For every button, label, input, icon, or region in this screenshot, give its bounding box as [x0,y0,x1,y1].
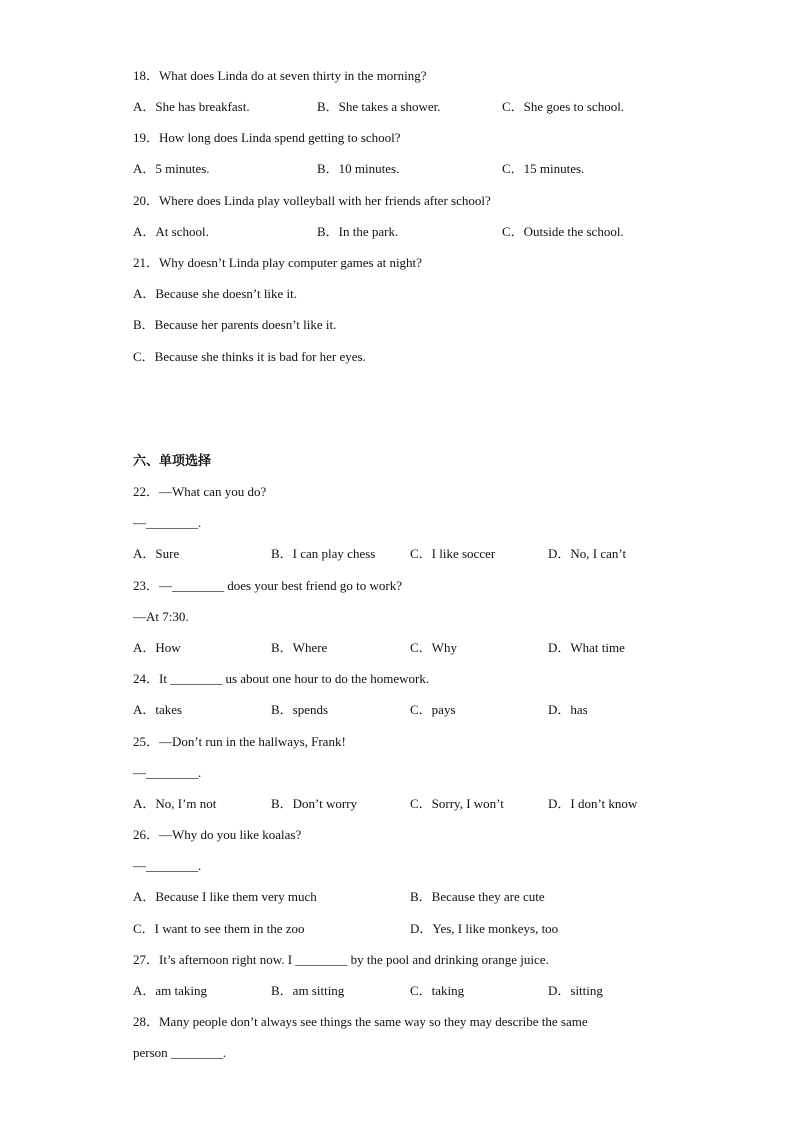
question-23-stem: 23．—________ does your best friend go to work? [133,578,402,593]
question-18-stem: 18．What does Linda do at seven thirty in the morning? [133,68,427,83]
question-18-option-c: C．She goes to school. [502,99,625,114]
question-21-option-c: C．Because she thinks it is bad for her eyes. [133,349,366,364]
question-21-option-a: A．Because she doesn’t like it. [133,286,298,301]
question-26-option-c: C．I want to see them in the zoo [133,921,305,936]
question-26-option-a: A．Because I like them very much [133,889,317,904]
question-24-option-a: A．takes [133,702,183,717]
question-22-option-c: C．I like soccer [410,546,496,561]
question-20-option-a: A．At school. [133,224,209,239]
question-25-option-d: D．I don’t know [548,796,638,811]
question-26-stem: 26．—Why do you like koalas? [133,827,302,842]
question-24-stem: 24．It ________ us about one hour to do the homework. [133,671,430,686]
question-19-option-a: A．5 minutes. [133,161,210,176]
question-27-option-c: C．taking [410,983,465,998]
question-22-reply: —________. [133,515,202,530]
section-heading: 六、单项选择 [133,454,212,469]
question-27-option-d: D．sitting [548,983,603,998]
question-18-option-b: B．She takes a shower. [317,99,441,114]
question-24-option-c: C．pays [410,702,456,717]
question-20-option-b: B．In the park. [317,224,399,239]
question-25-option-a: A．No, I’m not [133,796,217,811]
question-20-option-c: C．Outside the school. [502,224,624,239]
question-27-option-a: A．am taking [133,983,208,998]
question-22-option-a: A．Sure [133,546,180,561]
question-22-option-b: B．I can play chess [271,546,376,561]
question-25-option-c: C．Sorry, I won’t [410,796,504,811]
question-24-option-b: B．spends [271,702,329,717]
question-21-stem: 21．Why doesn’t Linda play computer games at night? [133,255,422,270]
question-20-stem: 20．Where does Linda play volleyball with her friends after school? [133,193,491,208]
question-25-stem: 25．—Don’t run in the hallways, Frank! [133,734,346,749]
question-23-reply: —At 7:30. [133,609,189,624]
question-28-stem: 28．Many people don’t always see things the same way so they may describe the same [133,1014,588,1029]
question-23-option-a: A．How [133,640,181,655]
question-23-option-b: B．Where [271,640,328,655]
question-26-option-d: D．Yes, I like monkeys, too [410,921,559,936]
question-19-option-c: C．15 minutes. [502,161,585,176]
question-28-stem-continued: person ________. [133,1045,227,1060]
question-27-option-b: B．am sitting [271,983,345,998]
question-25-reply: —________. [133,765,202,780]
question-27-stem: 27．It’s afternoon right now. I ________ by the pool and drinking orange juice. [133,952,549,967]
question-18-option-a: A．She has breakfast. [133,99,250,114]
question-26-option-b: B．Because they are cute [410,889,545,904]
question-23-option-d: D．What time [548,640,625,655]
question-23-option-c: C．Why [410,640,457,655]
question-19-stem: 19．How long does Linda spend getting to school? [133,130,401,145]
question-21-option-b: B．Because her parents doesn’t like it. [133,317,337,332]
question-25-option-b: B．Don’t worry [271,796,358,811]
question-22-option-d: D．No, I can’t [548,546,627,561]
question-26-reply: —________. [133,858,202,873]
question-22-stem: 22．—What can you do? [133,484,267,499]
question-19-option-b: B．10 minutes. [317,161,400,176]
question-24-option-d: D．has [548,702,588,717]
